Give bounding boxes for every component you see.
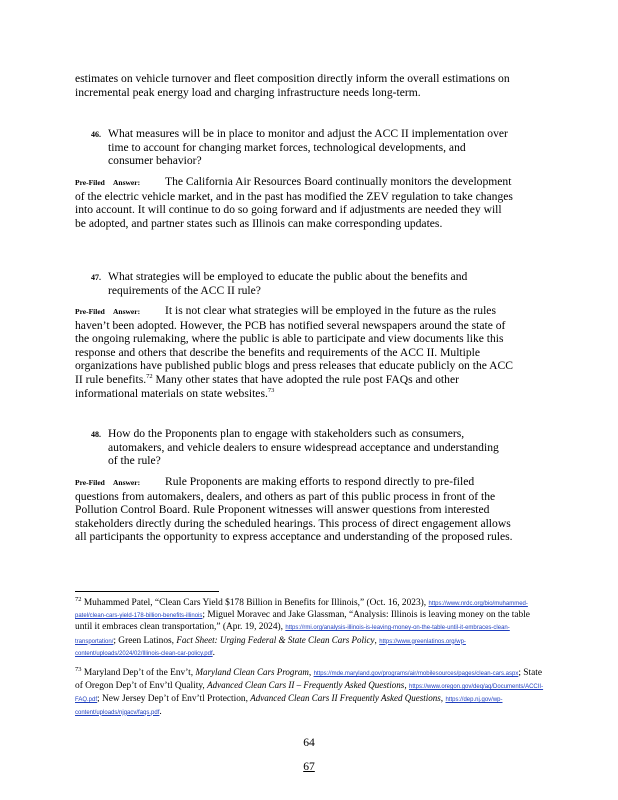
answer-text: Rule Proponents are making efforts to respond directly to pre-filed questions from automakers, dealers, and others as part of this public process in front of the Pollution Control Board. Rule Proponent witnesses will answer questions from interested stakeholders directly during the scheduled hearings. This process of direct engagement allows all participants the opportunity to express acceptance and understanding of the proposed rules. — [75, 475, 513, 544]
answer-text: The California Air Resources Board continually monitors the development of the electric vehicle market, and in the past has modified the ZEV regulation to take changes into account. It will continue to do so going forward and if adjustments are needed they will be adopted, and partner states such as Illinois can make corresponding updates. — [75, 175, 513, 230]
footnote-ref-73[interactable]: 73 — [267, 386, 275, 394]
footnote-text: Muhammed Patel, “Clean Cars Yield $178 Billion in Benefits for Illinois,” (Oct. 16, 2023), — [83, 598, 427, 608]
intro-paragraph: estimates on vehicle turnover and fleet composition directly inform the overall estimations on incremental peak energy load and charging infrastructure needs long-term. — [75, 72, 510, 99]
footnote-link[interactable]: https://www.oregon.gov/deq/aq/Documents/ACCII-FAQ.pdf — [75, 684, 544, 704]
footnote-mark: 72 — [75, 595, 82, 603]
answer-label: Answer: — [113, 178, 141, 187]
footnote-divider — [75, 591, 219, 592]
question-text: What measures will be in place to monitor and adjust the ACC II implementation over time to account for changing market forces, technological developments, and consumer behavior? — [108, 127, 508, 168]
footnote-link[interactable]: https://mde.maryland.gov/programs/air/mobilesources/pages/clean-cars.aspx — [313, 671, 519, 677]
footnote-text: ; Green Latinos, — [113, 635, 175, 646]
footnote-title: Maryland Clean Cars Program — [195, 667, 309, 677]
question-48 — [91, 427, 511, 468]
footnote-text: ; New Jersey Dep’t of Env’tl Protection, — [97, 694, 248, 705]
prefiled-label: Pre-Filed — [75, 307, 105, 316]
footnote-title: Advanced Clean Cars II Frequently Asked Questions — [250, 693, 441, 704]
footnote-link[interactable]: https://dep.nj.gov/wp-content/uploads/njgacv/faqs.pdf — [75, 697, 503, 716]
answer-48 — [75, 475, 515, 544]
answer-label: Answer: — [113, 307, 141, 316]
question-number: 47. — [91, 273, 101, 282]
question-number: 48. — [91, 430, 101, 439]
footnote-link[interactable]: https://www.nrdc.org/bio/muhammed-patel/clean-cars-yield-178-billion-benefits-illinois — [75, 601, 528, 620]
prefiled-label: Pre-Filed — [75, 178, 105, 187]
question-text: What strategies will be employed to educate the public about the benefits and requirements of the ACC II rule? — [108, 270, 468, 297]
answer-text-cont: Many other states that have adopted the rule post FAQs and other informational materials on state websites. — [75, 372, 459, 400]
page-number: 64 — [303, 736, 315, 749]
footnote-text: Maryland Dep’t of the Env’t, — [83, 668, 194, 678]
question-text: How do the Proponents plan to engage with stakeholders such as consumers, automakers, and vehicle dealers to ensure widespread acceptance and understanding of the rule? — [108, 427, 499, 468]
answer-46 — [75, 175, 515, 230]
footnote-text: ; Miguel Moravec and Jake Glassman, “Analysis: Illinois is leaving money on the table until it embraces clean transportation,” (Apr. 19, 2024), — [75, 610, 530, 633]
footnote-text: ; State of Oregon Dep’t of Env’tl Quality, — [75, 668, 543, 692]
sequence-number-text: 67 — [303, 760, 315, 773]
answer-label: Answer: — [113, 478, 141, 487]
footnote-title: Fact Sheet: Urging Federal & State Clean Cars Policy — [176, 634, 375, 645]
footnote-ref-72[interactable]: 72 — [146, 373, 153, 381]
footnote-72: $^{72}$ Muhammed Patel, “Clean Cars Yield $178 Billion in Benefits for Illinois,” (Oct. 16, 2023), https://www.nrdc.org/bio/muhammed-patel/clean-cars-yield-178-billion-benefits-illinois; Miguel Moravec and Jake Glassman, “Analysis: Illinois is leaving money on the table until it embraces clean transportation,” (Apr. 19, 2024), https://rmi.org/analysis-illinois-is-leaving-money-on-the-table-until-it-embraces-clean-transportation/; Green Latinos, Fact Sheet: Urging Federal & State Clean Cars Policy, https://www.greenlatinos.org/wp-content/uploads/2024/02/Illinois-clean-car-policy.pdf. — [75, 595, 530, 658]
question-47 — [91, 270, 511, 297]
footnote-mark: 73 — [75, 665, 82, 673]
answer-47 — [75, 304, 515, 400]
footnote-73: $^{73}$ Maryland Dep’t of the Env’t, Maryland Clean Cars Program, https://mde.maryland.gov/programs/air/mobilesources/pages/clean-cars.aspx; State of Oregon Dep’t of Env’tl Quality, Advanced Clean Cars II – Frequently Asked Questions, https://www.oregon.gov/deq/aq/Documents/ACCII-FAQ.pdf; New Jersey Dep’t of Env’tl Protection, Advanced Clean Cars II Frequently Asked Questions, https://dep.nj.gov/wp-content/uploads/njgacv/faqs.pdf. — [75, 665, 544, 717]
footnote-link[interactable]: https://www.greenlatinos.org/wp-content/uploads/2024/02/Illinois-clean-car-policy.pdf — [75, 638, 466, 657]
footnote-title: Advanced Clean Cars II – Frequently Asked Questions — [207, 680, 405, 691]
question-46 — [91, 127, 511, 168]
question-number: 46. — [91, 130, 101, 139]
answer-text: It is not clear what strategies will be employed in the future as the rules haven’t been adopted. However, the PCB has notified several newspapers around the state of the ongoing rulemaking, where the public is able to participate and view documents like this response and others that describe the benefits and requirements of the ACC II. Multiple organizations have published public blogs and press releases that educate publicly on the ACC II rule benefits. — [75, 304, 513, 386]
sequence-number — [0, 760, 618, 773]
footnote-link[interactable]: https://rmi.org/analysis-illinois-is-leaving-money-on-the-table-until-it-embraces-clean-transportation/ — [75, 625, 510, 645]
prefiled-label: Pre-Filed — [75, 478, 105, 487]
